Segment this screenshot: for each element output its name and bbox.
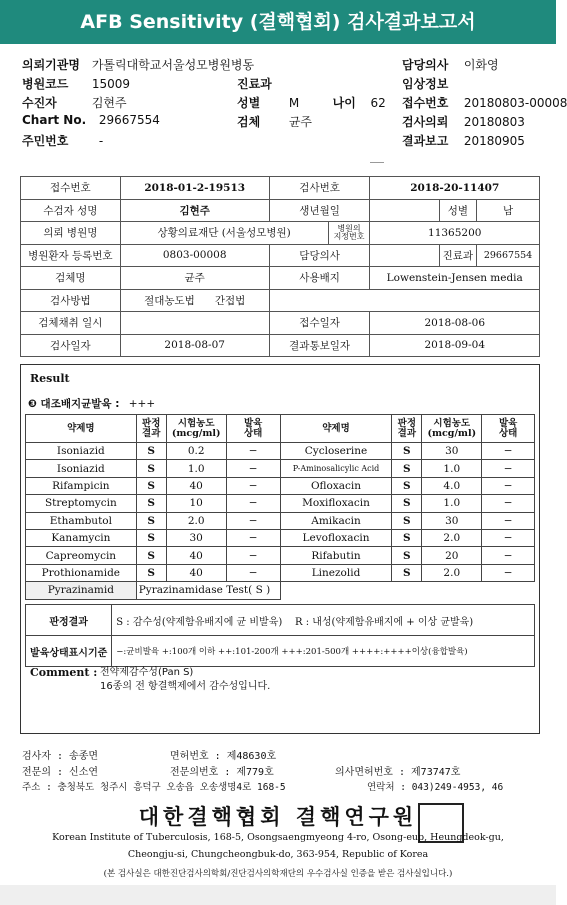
judge-value <box>112 605 535 636</box>
hospital-code-row <box>22 75 130 92</box>
chart-row <box>22 113 160 127</box>
institution-no-label-2: 지정번호 <box>333 231 365 241</box>
drug-result: S <box>136 547 166 564</box>
dept-row <box>237 75 272 92</box>
report-label: 결과보고 <box>402 134 449 148</box>
organization-address-en-2: Cheongju-si, Chungcheongbuk-do, 363-954, Republic of Korea <box>127 849 429 860</box>
request-row <box>402 113 525 130</box>
sex-label: 성별 <box>439 199 476 222</box>
method-label: 검사방법 <box>21 289 121 312</box>
receipt-label: 접수번호 <box>402 96 449 110</box>
physician-license: 의사면허번호 : 제73747호 <box>335 767 461 778</box>
growth-std-value: −:균비발육 +:100개 이하 ++:101-200개 +++:201-500개 ++++:++++이상(융합발육) <box>112 636 535 667</box>
doctor-label: 담당의사 <box>269 244 370 267</box>
drug-conc: 40 <box>166 547 226 564</box>
col-conc <box>422 415 482 443</box>
col-result-1: 판정 <box>397 417 417 429</box>
pza-label: Pyrazinamid <box>26 582 137 599</box>
drug-result: S <box>392 443 422 460</box>
drug-growth: − <box>226 512 280 529</box>
organization-name: 대한결핵협회 결핵연구원 <box>138 804 418 829</box>
drug-growth: − <box>482 564 535 581</box>
drug-result: S <box>136 460 166 477</box>
drug-result: S <box>392 564 422 581</box>
growth-std-label: 발육상태표시기준 <box>26 636 112 667</box>
table-row <box>21 199 540 222</box>
drug-growth: − <box>226 460 280 477</box>
comment-line-1: 전약제감수성(Pan S) <box>100 667 194 678</box>
hospital-value: 상황의료재단 (서울성모병원) <box>120 222 328 245</box>
drug-name: Linezolid <box>280 564 392 581</box>
patient-value: 김현주 <box>91 96 127 110</box>
receipt-date-label: 접수일자 <box>269 312 370 335</box>
receipt-no-value: 2018-01-2-19513 <box>120 177 269 200</box>
judge-label: 판정결과 <box>26 605 112 636</box>
comment-line-2: 16종의 전 항결핵제에서 감수성입니다. <box>100 681 271 692</box>
table-row <box>26 636 535 667</box>
drug-name: Moxifloxacin <box>280 495 392 512</box>
chart-value: 29667554 <box>98 113 160 127</box>
specimen-row <box>237 113 312 130</box>
table-row <box>21 177 540 200</box>
col-growth-2: 상태 <box>243 427 263 439</box>
drug-result: S <box>136 512 166 529</box>
drug-name: Isoniazid <box>26 460 137 477</box>
col-result-2: 결과 <box>397 427 417 439</box>
col-conc-2: (mcg/ml) <box>171 427 221 439</box>
name-value: 김현주 <box>120 199 269 222</box>
sex-value: M <box>288 96 300 110</box>
drug-name: Amikacin <box>280 512 392 529</box>
specimen-value: 균주 <box>120 267 269 290</box>
contact: 연락처 : 043)249-4953, 46 <box>367 782 504 793</box>
specimen-value: 균주 <box>288 115 313 129</box>
col-conc-1: 시험농도 <box>177 417 215 429</box>
bottom-strip <box>0 885 556 905</box>
drug-result: S <box>136 529 166 546</box>
drug-growth: − <box>482 495 535 512</box>
drug-conc: 2.0 <box>166 512 226 529</box>
drug-rows <box>26 443 535 582</box>
drug-conc: 30 <box>422 443 482 460</box>
table-row <box>26 582 535 599</box>
drug-result: S <box>392 460 422 477</box>
growth-row <box>28 396 155 411</box>
drug-conc: 1.0 <box>422 495 482 512</box>
patient-label: 수진자 <box>22 96 57 110</box>
table-row <box>26 495 535 512</box>
patient-row <box>22 94 127 111</box>
institution-row <box>22 56 254 73</box>
drug-name: Ethambutol <box>26 512 137 529</box>
table-header-row <box>26 415 535 443</box>
medium-value: Lowenstein-Jensen media <box>370 267 540 290</box>
drug-conc: 10 <box>166 495 226 512</box>
receipt-value: 20180803-00008 <box>463 96 567 110</box>
drug-result: S <box>392 477 422 494</box>
sex-value: 남 <box>477 199 540 222</box>
doctor-label: 담당의사 <box>402 58 449 72</box>
drug-name: Levofloxacin <box>280 529 392 546</box>
table-row <box>26 512 535 529</box>
judge-r: R : 내성(약제함유배지에 + 이상 균발육) <box>294 616 474 628</box>
organization-address-en-1: Korean Institute of Tuberculosis, 168-5, Osongsaengmyeong 4-ro, Osong-eup, Heungdeok-gu, <box>52 832 504 843</box>
col-growth <box>226 415 280 443</box>
table-row <box>26 529 535 546</box>
table-row <box>26 477 535 494</box>
drug-conc: 40 <box>166 477 226 494</box>
collect-value <box>120 312 269 335</box>
col-result <box>136 415 166 443</box>
drug-result: S <box>136 564 166 581</box>
test-date-label: 검사일자 <box>21 334 121 357</box>
drug-result: S <box>136 477 166 494</box>
drug-result: S <box>392 512 422 529</box>
drug-growth: − <box>482 547 535 564</box>
dob-label: 생년월일 <box>269 199 370 222</box>
receipt-row <box>402 94 567 111</box>
age-value: 62 <box>370 96 386 110</box>
result-title: Result <box>30 372 70 385</box>
tester-license: 면허번호 : 제48630호 <box>170 751 277 762</box>
col-conc <box>166 415 226 443</box>
resident-value: - <box>98 134 104 148</box>
table-row <box>26 460 535 477</box>
growth-value: +++ <box>128 398 156 410</box>
col-growth-1: 발육 <box>498 417 518 429</box>
drug-growth: − <box>482 477 535 494</box>
col-growth-2: 상태 <box>498 427 518 439</box>
drug-name: Ofloxacin <box>280 477 392 494</box>
address: 주소 : 충청북도 청주시 흥덕구 오송읍 오송생명4로 168-5 <box>22 782 286 793</box>
col-drug: 약제명 <box>280 415 392 443</box>
drug-conc: 30 <box>422 512 482 529</box>
drug-growth: − <box>226 495 280 512</box>
doctor-row <box>402 56 499 73</box>
method-2: 간접법 <box>214 294 246 307</box>
drug-name: Capreomycin <box>26 547 137 564</box>
report-value: 20180905 <box>463 134 525 148</box>
drug-conc: 0.2 <box>166 443 226 460</box>
tester-label: 검사자 : 송종면 <box>22 751 99 762</box>
drug-name: Isoniazid <box>26 443 137 460</box>
resident-row <box>22 132 103 149</box>
method-1: 절대농도법 <box>144 294 195 307</box>
pza-value: Pyrazinamidase Test( S ) <box>136 582 280 599</box>
institution-label: 의뢰기관명 <box>22 58 80 72</box>
certification-notice: (본 검사실은 대한진단검사의학회/진단검사의학재단의 우수검사실 인증을 받은 검사실입니다.) <box>103 869 453 879</box>
table-row <box>21 267 540 290</box>
drug-growth: − <box>482 460 535 477</box>
drug-name: Cycloserine <box>280 443 392 460</box>
test-no-label: 검사번호 <box>269 177 370 200</box>
table-row <box>26 547 535 564</box>
resident-label: 주민번호 <box>22 134 69 148</box>
dob-value <box>370 199 439 222</box>
report-row <box>402 132 525 149</box>
institution-no-label <box>328 222 370 245</box>
drug-growth: − <box>226 443 280 460</box>
request-value: 20180803 <box>463 115 525 129</box>
drug-conc: 4.0 <box>422 477 482 494</box>
drug-result: S <box>392 495 422 512</box>
drug-name: Streptomycin <box>26 495 137 512</box>
drug-conc: 2.0 <box>422 529 482 546</box>
institution-value: 가톨릭대학교서울성모병원병동 <box>91 58 255 72</box>
hospital-code-label: 병원코드 <box>22 77 69 91</box>
test-date-value: 2018-08-07 <box>120 334 269 357</box>
sex-age-row <box>237 94 386 111</box>
drug-sensitivity-table <box>25 414 535 600</box>
drug-growth: − <box>226 564 280 581</box>
receipt-no-label: 접수번호 <box>21 177 121 200</box>
col-result <box>392 415 422 443</box>
drug-conc: 20 <box>422 547 482 564</box>
specimen-label: 검체명 <box>21 267 121 290</box>
report-date-label: 결과통보일자 <box>269 334 370 357</box>
col-result-1: 판정 <box>142 417 161 429</box>
drug-conc: 1.0 <box>422 460 482 477</box>
method-empty <box>269 289 539 312</box>
dept-value: 29667554 <box>477 244 540 267</box>
drug-name: Prothionamide <box>26 564 137 581</box>
table-row <box>26 605 535 636</box>
clinical-label: 임상정보 <box>402 77 449 91</box>
drug-result: S <box>136 495 166 512</box>
judge-s: S : 감수성(약제함유배지에 균 비발육) <box>116 616 283 628</box>
col-drug: 약제명 <box>26 415 137 443</box>
test-no-value: 2018-20-11407 <box>370 177 540 200</box>
drug-growth: − <box>482 529 535 546</box>
chart-label: Chart No. <box>22 113 87 127</box>
hospital-code-value: 15009 <box>91 77 131 91</box>
col-conc-1: 시험농도 <box>433 417 471 429</box>
drug-conc: 30 <box>166 529 226 546</box>
table-row <box>21 312 540 335</box>
drug-growth: − <box>226 547 280 564</box>
table-row <box>21 289 540 312</box>
table-row <box>21 222 540 245</box>
name-label: 수검자 성명 <box>21 199 121 222</box>
table-row <box>21 334 540 357</box>
table-row <box>26 443 535 460</box>
drug-growth: − <box>226 529 280 546</box>
request-label: 검사의뢰 <box>402 115 449 129</box>
specialist-no: 전문의번호 : 제779호 <box>170 767 274 778</box>
drug-growth: − <box>482 512 535 529</box>
drug-growth: − <box>226 477 280 494</box>
sex-label: 성별 <box>237 96 261 110</box>
report-date-value: 2018-09-04 <box>370 334 540 357</box>
patient-reg-label: 병원환자 등록번호 <box>21 244 121 267</box>
drug-growth: − <box>482 443 535 460</box>
table-row <box>21 244 540 267</box>
drug-name: Rifabutin <box>280 547 392 564</box>
specimen-info-table <box>20 176 540 357</box>
collect-label: 검체채취 일시 <box>21 312 121 335</box>
doctor-value: 이화영 <box>463 58 499 72</box>
clinical-row <box>402 75 448 92</box>
col-result-2: 결과 <box>142 427 161 439</box>
medium-label: 사용배지 <box>269 267 370 290</box>
drug-conc: 1.0 <box>166 460 226 477</box>
specialist-label: 전문의 : 신소연 <box>22 767 99 778</box>
table-row <box>26 564 535 581</box>
drug-result: S <box>392 547 422 564</box>
pza-empty <box>280 582 534 599</box>
drug-name: P-Aminosalicylic Acid <box>280 460 392 477</box>
drug-name: Kanamycin <box>26 529 137 546</box>
col-conc-2: (mcg/ml) <box>427 427 477 439</box>
method-value <box>120 289 269 312</box>
drug-conc: 40 <box>166 564 226 581</box>
doctor-value <box>370 244 439 267</box>
drug-result: S <box>136 443 166 460</box>
age-label: 나이 <box>332 96 356 110</box>
divider <box>370 162 384 163</box>
patient-reg-value: 0803-00008 <box>120 244 269 267</box>
specimen-label: 검체 <box>237 115 261 129</box>
drug-conc: 2.0 <box>422 564 482 581</box>
growth-label: ❸ 대조배지균발육 : <box>28 398 120 410</box>
comment-label: Comment : <box>30 666 98 679</box>
hospital-label: 의뢰 병원명 <box>21 222 121 245</box>
drug-name: Rifampicin <box>26 477 137 494</box>
dept-label: 진료과 <box>237 77 272 91</box>
col-growth-1: 발육 <box>243 417 263 429</box>
legend-table <box>25 604 535 667</box>
col-growth <box>482 415 535 443</box>
report-title: AFB Sensitivity (결핵협회) 검사결과보고서 <box>0 0 556 44</box>
drug-result: S <box>392 529 422 546</box>
receipt-date-value: 2018-08-06 <box>370 312 540 335</box>
institution-no-label-1: 병원의 <box>337 223 361 233</box>
dept-label: 진료과 <box>439 244 476 267</box>
institution-no-value: 11365200 <box>370 222 540 245</box>
